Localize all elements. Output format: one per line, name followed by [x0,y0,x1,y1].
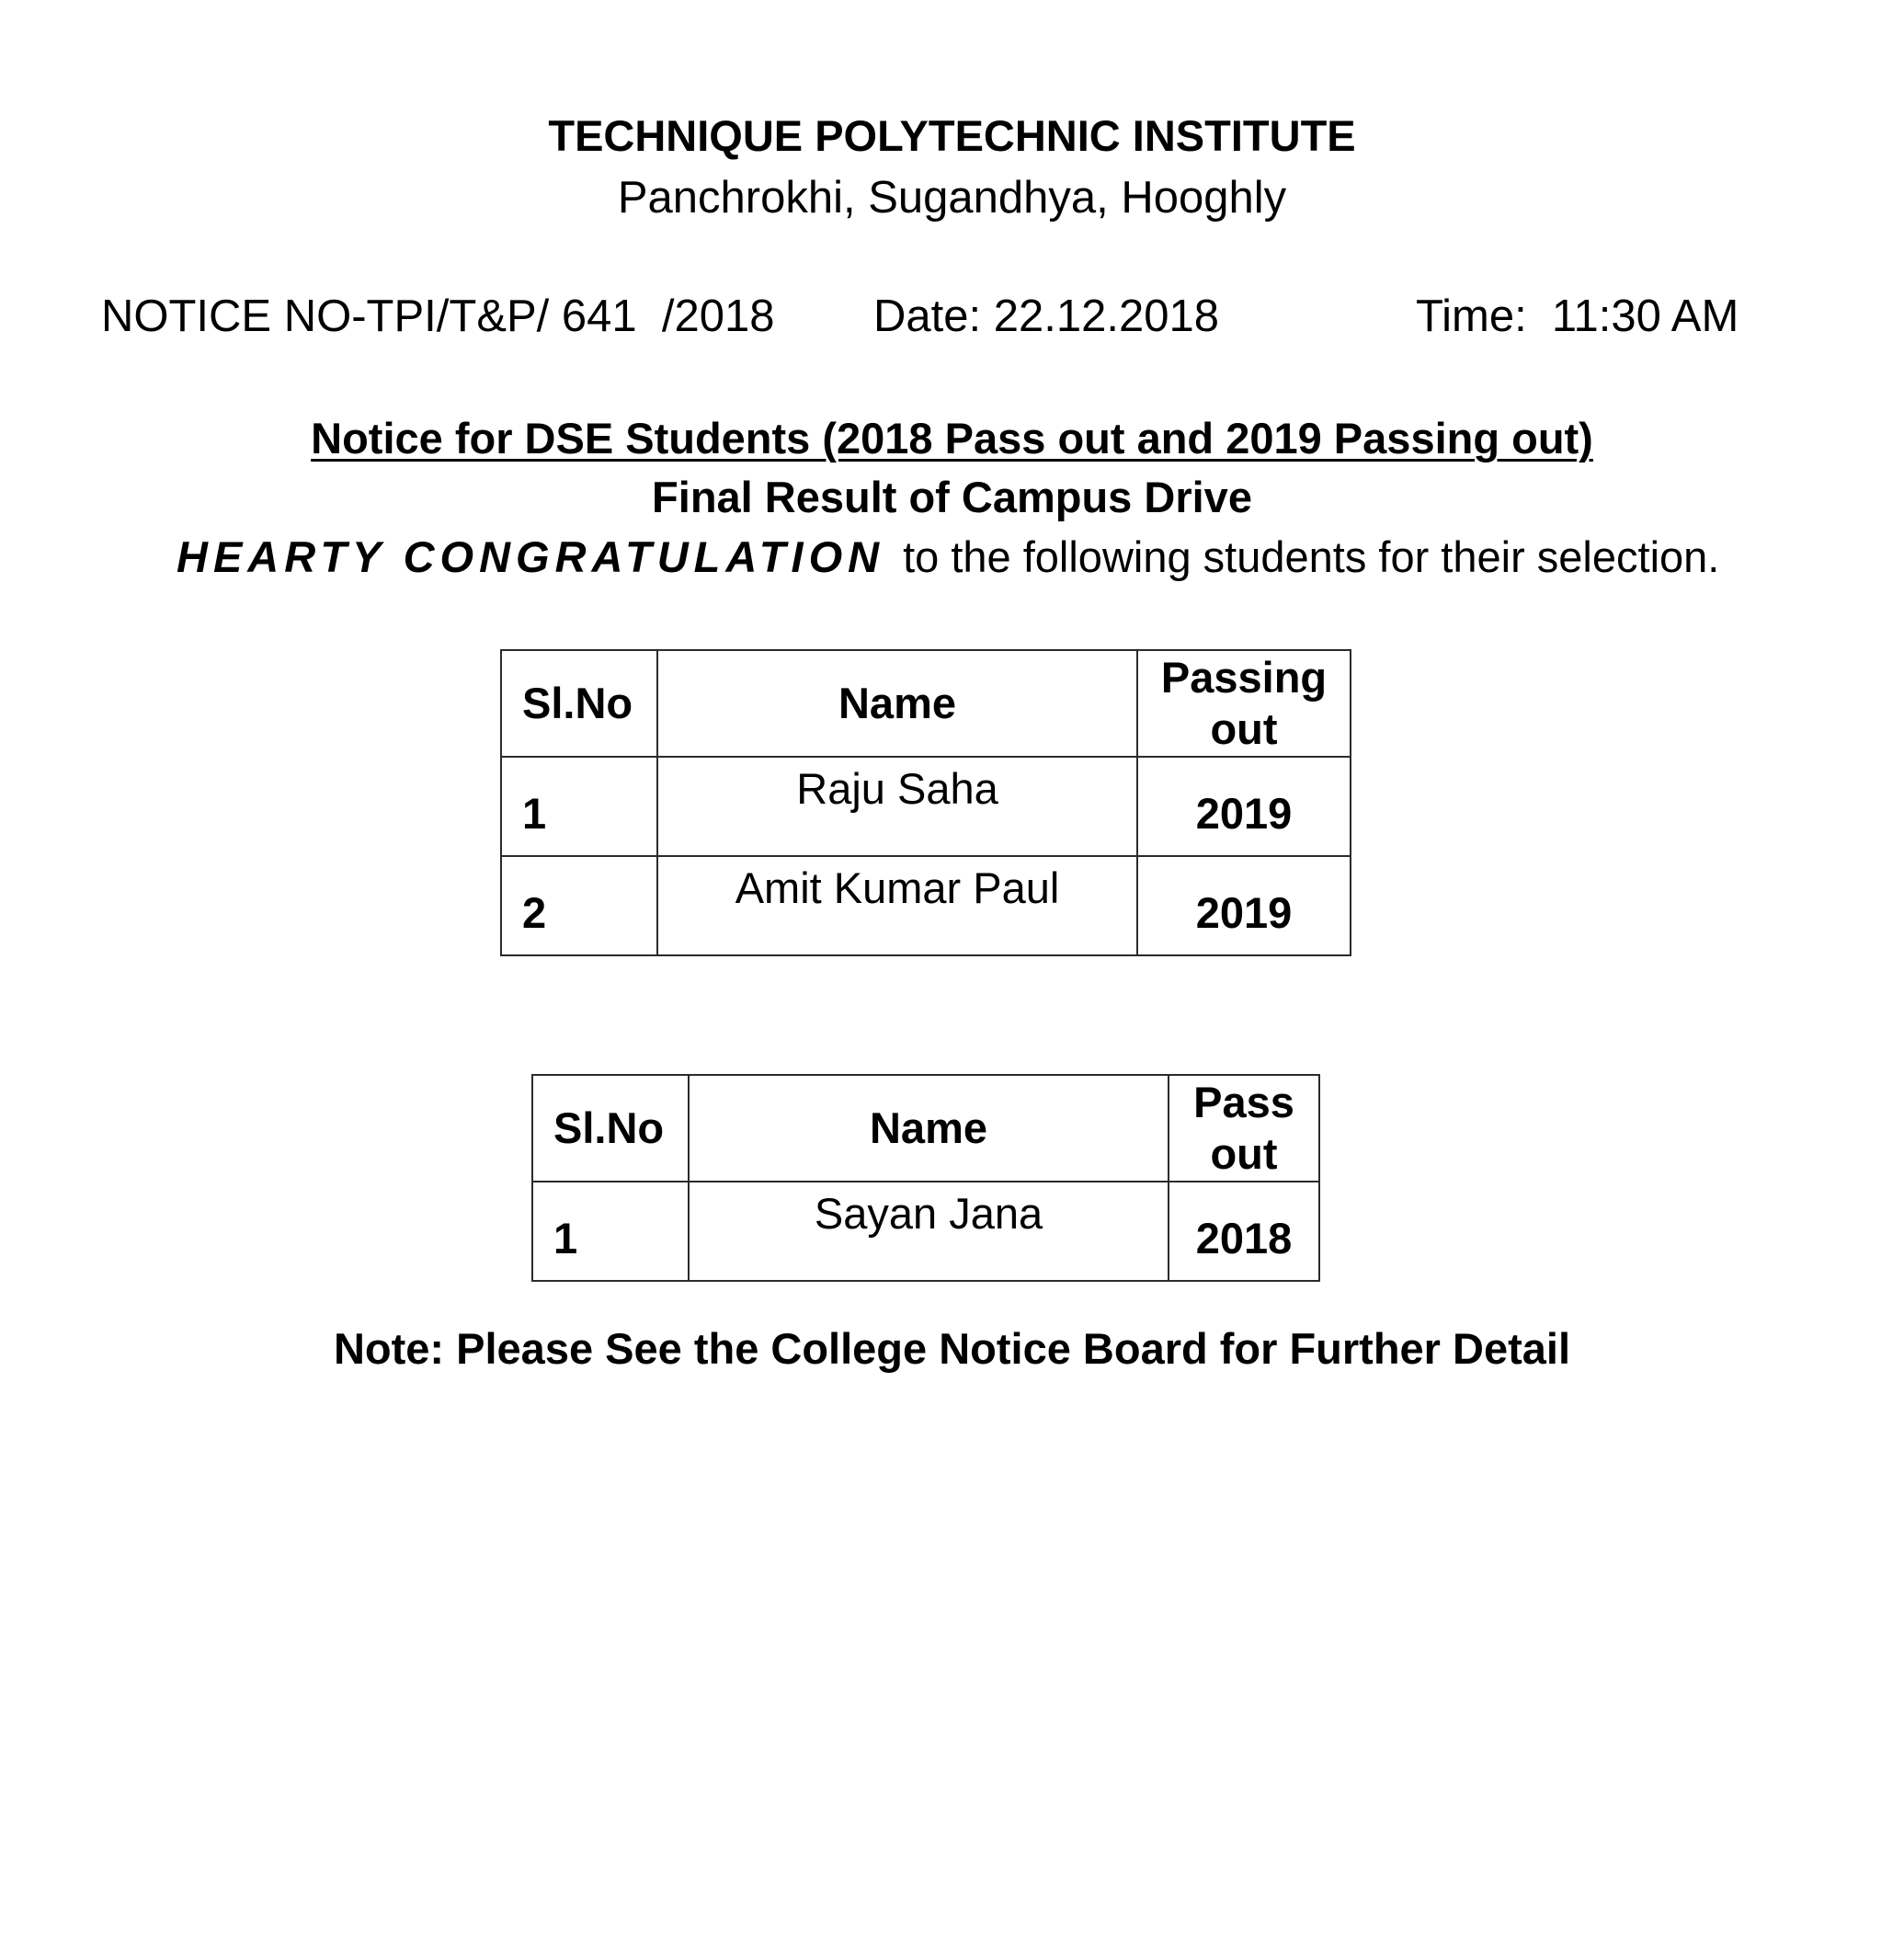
header-sl-no: Sl.No [501,650,657,757]
row-passing-year: 2019 [1137,856,1351,955]
table-header-row [501,650,1351,757]
footer-note: Note: Please See the College Notice Board for Further Detail [333,1324,1571,1373]
table-row [532,1182,1319,1281]
row-pass-year: 2018 [1169,1182,1319,1281]
notice-time: Time: 11:30 AM [1416,291,1739,341]
results-table-2018 [531,1074,1320,1282]
table-header-row [532,1075,1319,1182]
congratulation-line [177,530,1719,585]
row-student-name: Raju Saha [657,757,1137,856]
congratulation-text: to the following students for their selection. [903,532,1720,581]
row-student-name: Amit Kumar Paul [657,856,1137,955]
congratulation-emphasis: HEARTY CONGRATULATION [177,532,885,581]
notice-title: Notice for DSE Students (2018 Pass out and 2019 Passing out) [311,414,1593,463]
row-passing-year: 2019 [1137,757,1351,856]
row-sl-no: 1 [501,757,657,856]
notice-subtitle: Final Result of Campus Drive [652,473,1252,521]
header-passing-out-line1: Passing [1160,653,1328,702]
header-passing-out [1137,650,1351,757]
institute-name: TECHNIQUE POLYTECHNIC INSTITUTE [548,111,1356,160]
header-pass-out-line2: out [1210,1129,1278,1178]
notice-date: Date: 22.12.2018 [873,291,1219,341]
header-passing-out-line2: out [1210,704,1278,753]
header-pass-out [1169,1075,1319,1182]
table-row [501,856,1351,955]
table-row [501,757,1351,856]
row-sl-no: 2 [501,856,657,955]
header-pass-out-line1: Pass [1193,1078,1294,1126]
institute-address: Panchrokhi, Sugandhya, Hooghly [617,173,1287,223]
results-table-2019 [500,649,1351,956]
header-name: Name [657,650,1137,757]
row-sl-no: 1 [532,1182,689,1281]
header-name: Name [689,1075,1169,1182]
row-student-name: Sayan Jana [689,1182,1169,1281]
header-sl-no: Sl.No [532,1075,689,1182]
notice-number: NOTICE NO-TPI/T&P/ 641 /2018 [101,291,775,341]
